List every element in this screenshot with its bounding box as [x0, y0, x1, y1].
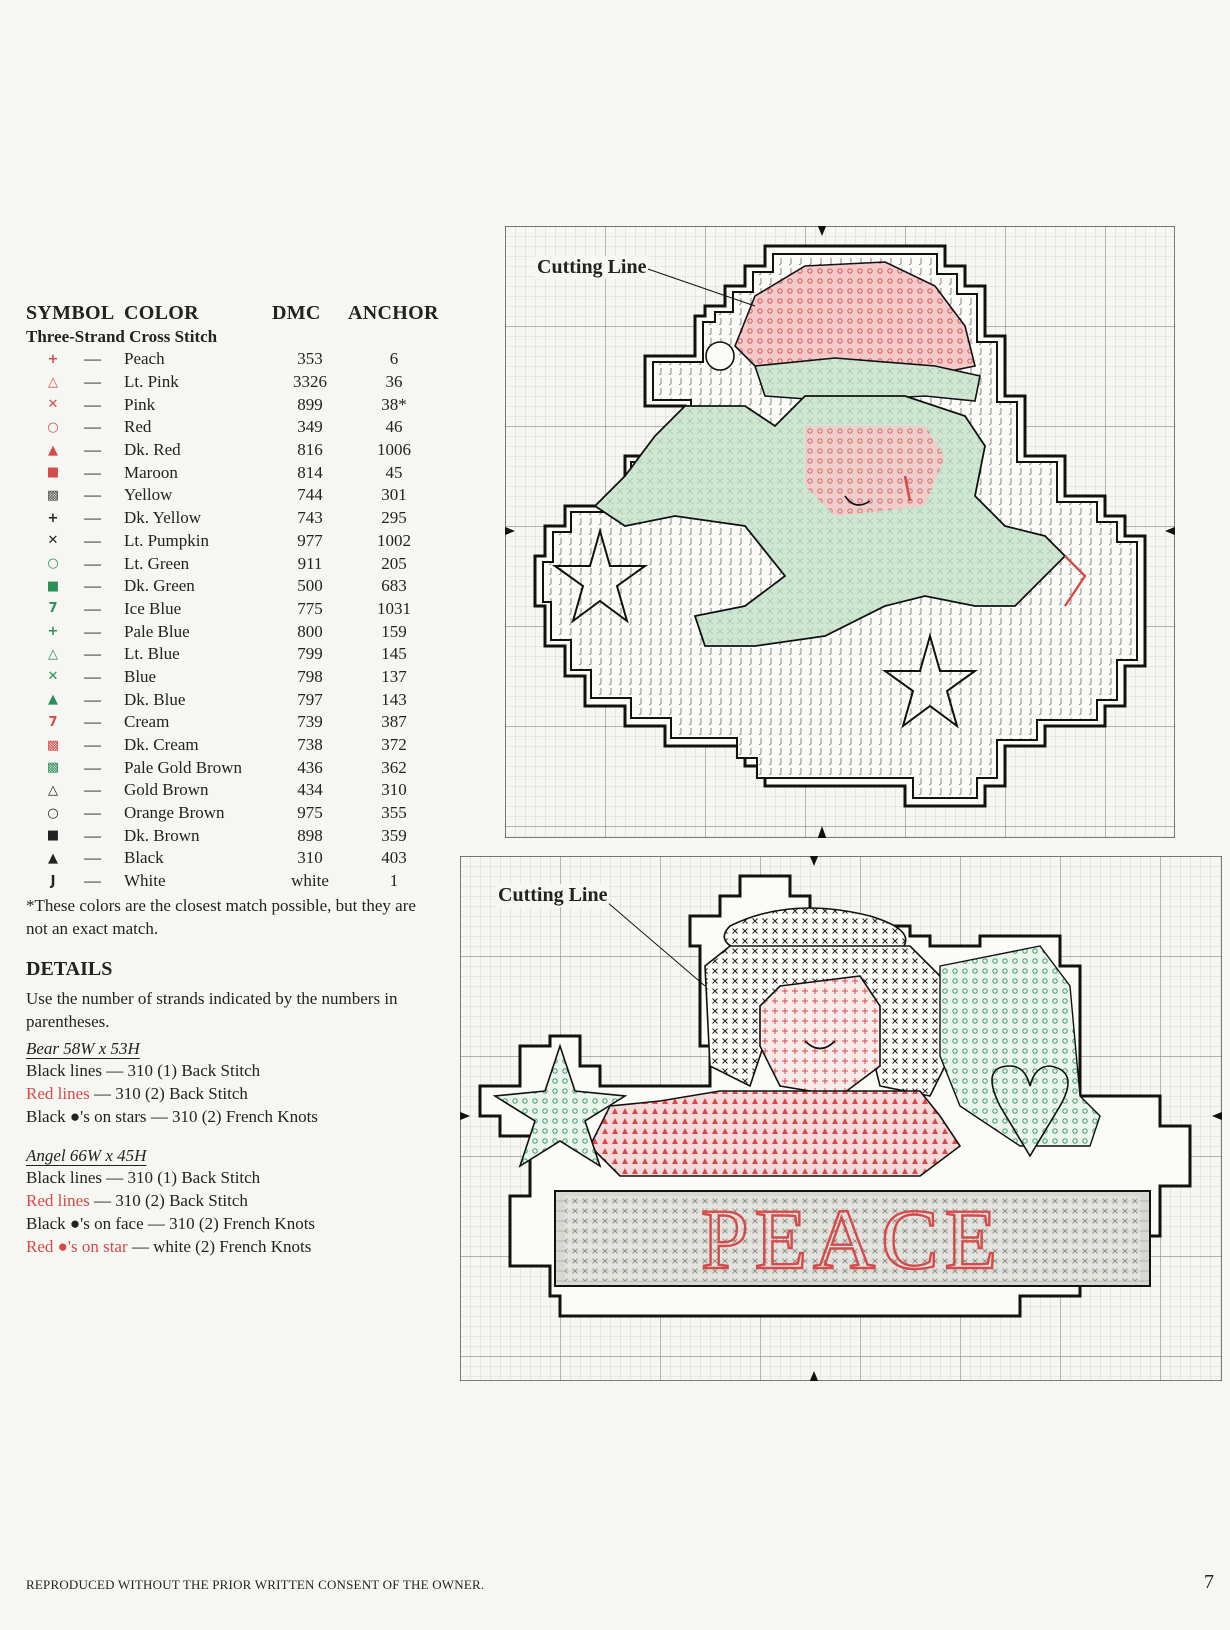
- key-row: [26, 575, 446, 598]
- angel-stitch-lines: [26, 1166, 446, 1258]
- key-row: [26, 530, 446, 553]
- key-color-name: Red: [124, 417, 152, 437]
- stitch-line: [26, 1212, 446, 1235]
- key-color-name: Orange Brown: [124, 803, 225, 823]
- key-symbol: ○: [47, 556, 59, 572]
- key-row: [26, 779, 446, 802]
- key-dmc: 739: [297, 712, 323, 732]
- key-row: [26, 371, 446, 394]
- key-color-name: Gold Brown: [124, 780, 209, 800]
- key-symbol: ■: [46, 465, 60, 481]
- key-dmc: 3326: [293, 372, 327, 392]
- footer-notice: REPRODUCED WITHOUT THE PRIOR WRITTEN CONSENT OF THE OWNER.: [26, 1577, 485, 1592]
- key-anchor: 403: [381, 848, 407, 868]
- color-key: [26, 302, 446, 1258]
- bear-chart: [505, 226, 1175, 838]
- key-dmc: 434: [297, 780, 323, 800]
- stitch-line: [26, 1235, 446, 1258]
- stitch-label: Black ●'s on face: [26, 1213, 144, 1233]
- key-dash: —: [84, 803, 101, 823]
- key-color-name: Lt. Blue: [124, 644, 180, 664]
- key-row: [26, 688, 446, 711]
- key-row: [26, 847, 446, 870]
- key-row: [26, 598, 446, 621]
- key-color-name: Lt. Pumpkin: [124, 530, 210, 550]
- key-symbol: ■: [46, 578, 60, 594]
- symbol-header: SYMBOL: [26, 302, 115, 324]
- key-dash: —: [84, 666, 101, 686]
- stitch-label: Black lines: [26, 1060, 103, 1080]
- key-anchor: 6: [389, 349, 399, 369]
- key-row: [26, 802, 446, 825]
- key-dmc: 911: [297, 553, 323, 573]
- key-color-name: Dk. Brown: [124, 825, 200, 845]
- stitch-spec: — white (2) French Knots: [127, 1236, 312, 1256]
- key-dash: —: [84, 848, 101, 868]
- key-symbol: △: [48, 374, 58, 390]
- key-color-name: Blue: [124, 666, 157, 686]
- key-color-name: Lt. Green: [124, 553, 190, 573]
- key-dash: —: [84, 689, 101, 709]
- key-color-name: Pale Blue: [124, 621, 190, 641]
- key-anchor: 387: [381, 712, 407, 732]
- key-symbol: +: [47, 510, 59, 526]
- key-symbol: ▩: [46, 487, 60, 503]
- key-row: [26, 552, 446, 575]
- key-dash: —: [84, 372, 101, 392]
- key-dash: —: [84, 825, 101, 845]
- key-dash: —: [84, 349, 101, 369]
- angel-chart: [460, 856, 1222, 1381]
- key-dmc: 310: [297, 848, 323, 868]
- key-row: [26, 620, 446, 643]
- stitch-spec: — 310 (2) French Knots: [146, 1106, 318, 1126]
- key-color-name: Lt. Pink: [124, 372, 179, 392]
- key-dash: —: [84, 871, 101, 891]
- key-dash: —: [84, 621, 101, 641]
- key-dash: —: [84, 712, 101, 732]
- key-anchor: 359: [381, 825, 407, 845]
- key-row: [26, 416, 446, 439]
- anchor-header: ANCHOR: [348, 302, 439, 324]
- key-dmc: 743: [297, 508, 323, 528]
- key-dash: —: [84, 485, 101, 505]
- key-dash: —: [84, 780, 101, 800]
- key-dmc: 775: [297, 598, 323, 618]
- key-dash: —: [84, 440, 101, 460]
- key-dash: —: [84, 417, 101, 437]
- key-color-name: Dk. Cream: [124, 735, 199, 755]
- key-color-name: White: [124, 871, 166, 891]
- key-symbol: ▩: [46, 737, 60, 753]
- key-row: [26, 348, 446, 371]
- key-anchor: 137: [381, 666, 407, 686]
- key-color-name: Ice Blue: [124, 598, 182, 618]
- stitch-spec: — 310 (1) Back Stitch: [102, 1167, 261, 1187]
- key-anchor: 46: [385, 417, 403, 437]
- key-dmc: 814: [297, 462, 323, 482]
- key-anchor: 1002: [377, 530, 411, 550]
- key-dmc: 797: [297, 689, 323, 709]
- stitch-spec: — 310 (2) Back Stitch: [89, 1190, 248, 1210]
- angel-dress: [590, 1091, 960, 1176]
- stitch-line: [26, 1166, 446, 1189]
- key-color-name: Cream: [124, 712, 170, 732]
- key-dmc: 349: [297, 417, 323, 437]
- key-symbol: ✕: [47, 669, 59, 685]
- key-dmc: white: [291, 871, 329, 891]
- key-symbol: △: [48, 646, 58, 662]
- stitch-spec: — 310 (2) French Knots: [143, 1213, 316, 1233]
- key-row: [26, 756, 446, 779]
- stitch-label: Red ●'s on star: [26, 1236, 128, 1256]
- key-color-name: Pink: [124, 394, 156, 414]
- key-symbol: ▲: [48, 692, 58, 708]
- key-dmc: 899: [297, 394, 323, 414]
- page-number: 7: [1204, 1571, 1214, 1593]
- key-anchor: 36: [385, 372, 403, 392]
- stitch-line: [26, 1082, 446, 1105]
- dmc-header: DMC: [272, 302, 321, 324]
- angel-face: [760, 976, 880, 1096]
- key-anchor: 159: [381, 621, 407, 641]
- key-dmc: 738: [297, 735, 323, 755]
- key-rows: [26, 348, 446, 893]
- key-anchor: 683: [381, 576, 407, 596]
- key-color-name: Peach: [124, 349, 165, 369]
- key-note: *These colors are the closest match possible, but they are not an exact match.: [26, 895, 416, 938]
- key-row: [26, 439, 446, 462]
- key-dmc: 500: [297, 576, 323, 596]
- key-symbol: J: [50, 873, 56, 889]
- key-dmc: 799: [297, 644, 323, 664]
- key-symbol: ▲: [48, 850, 58, 866]
- key-header: [26, 302, 446, 325]
- key-dmc: 898: [297, 825, 323, 845]
- hat-pompom: [706, 342, 734, 370]
- stitch-label: Red lines: [26, 1190, 90, 1210]
- key-anchor: 362: [381, 757, 407, 777]
- bear-title: Bear 58W x 53H: [26, 1038, 140, 1058]
- details-intro: Use the number of strands indicated by the numbers in parentheses.: [26, 988, 398, 1031]
- stitch-spec: — 310 (1) Back Stitch: [102, 1060, 261, 1080]
- key-color-name: Dk. Green: [124, 576, 195, 596]
- key-dash: —: [84, 508, 101, 528]
- angel-title: Angel 66W x 45H: [26, 1145, 147, 1165]
- key-row: [26, 461, 446, 484]
- key-dash: —: [84, 735, 101, 755]
- key-row: [26, 870, 446, 893]
- bear-chart-grid: [505, 226, 1175, 838]
- key-anchor: 1006: [377, 440, 411, 460]
- key-symbol: +: [47, 351, 59, 367]
- key-dash: —: [84, 644, 101, 664]
- key-dash: —: [84, 576, 101, 596]
- key-color-name: Dk. Yellow: [124, 508, 201, 528]
- key-anchor: 1: [389, 871, 399, 891]
- key-row: [26, 393, 446, 416]
- angel-cutting-line-label: Cutting Line: [498, 884, 608, 906]
- stitch-label: Black ●'s on stars: [26, 1106, 147, 1126]
- key-dash: —: [84, 394, 101, 414]
- key-color-name: Black: [124, 848, 164, 868]
- key-anchor: 145: [381, 644, 407, 664]
- stitch-line: [26, 1059, 446, 1082]
- key-dmc: 798: [297, 666, 323, 686]
- key-dmc: 353: [297, 349, 323, 369]
- key-row: [26, 824, 446, 847]
- key-row: [26, 666, 446, 689]
- key-row: [26, 734, 446, 757]
- key-row: [26, 484, 446, 507]
- key-color-name: Maroon: [124, 462, 178, 482]
- bear-face-pink: [805, 426, 945, 516]
- details-title: DETAILS: [26, 957, 113, 980]
- stitch-spec: — 310 (2) Back Stitch: [89, 1083, 248, 1103]
- key-symbol: 7: [48, 601, 58, 617]
- key-dash: —: [84, 757, 101, 777]
- key-color-name: Pale Gold Brown: [124, 757, 243, 777]
- key-dash: —: [84, 462, 101, 482]
- key-anchor: 295: [381, 508, 407, 528]
- key-anchor: 1031: [377, 598, 411, 618]
- key-symbol: ✕: [47, 533, 59, 549]
- key-symbol: ✕: [47, 397, 59, 413]
- key-anchor: 372: [381, 735, 407, 755]
- key-anchor: 310: [381, 780, 407, 800]
- key-color-name: Dk. Red: [124, 440, 181, 460]
- stitch-line: [26, 1189, 446, 1212]
- stitch-label: Red lines: [26, 1083, 90, 1103]
- color-header: COLOR: [124, 302, 199, 324]
- key-anchor: 45: [385, 462, 403, 482]
- key-anchor: 355: [381, 803, 407, 823]
- bear-cutting-line-label: Cutting Line: [537, 256, 647, 278]
- key-anchor: 143: [381, 689, 407, 709]
- key-symbol: △: [48, 782, 58, 798]
- key-dmc: 744: [297, 485, 323, 505]
- key-dash: —: [84, 553, 101, 573]
- key-color-name: Dk. Blue: [124, 689, 186, 709]
- key-subheader: Three-Strand Cross Stitch: [26, 327, 218, 346]
- key-symbol: ▩: [46, 760, 60, 776]
- peace-text: PEACE: [700, 1191, 1004, 1287]
- key-dash: —: [84, 598, 101, 618]
- key-symbol: +: [47, 624, 59, 640]
- key-symbol: ○: [47, 419, 59, 435]
- key-row: [26, 711, 446, 734]
- key-symbol: 7: [48, 714, 58, 730]
- key-anchor: 205: [381, 553, 407, 573]
- key-color-name: Yellow: [124, 485, 173, 505]
- key-dmc: 800: [297, 621, 323, 641]
- key-dmc: 816: [297, 440, 323, 460]
- key-symbol: ■: [46, 828, 60, 844]
- key-symbol: ○: [47, 805, 59, 821]
- key-row: [26, 507, 446, 530]
- stitch-label: Black lines: [26, 1167, 103, 1187]
- key-row: [26, 643, 446, 666]
- key-anchor: 301: [381, 485, 407, 505]
- stitch-line: [26, 1105, 446, 1128]
- key-dash: —: [84, 530, 101, 550]
- key-anchor: 38*: [381, 394, 407, 414]
- key-dmc: 977: [297, 530, 323, 550]
- key-dmc: 975: [297, 803, 323, 823]
- key-symbol: ▲: [48, 442, 58, 458]
- key-dmc: 436: [297, 757, 323, 777]
- angel-chart-grid: [460, 856, 1222, 1381]
- bear-stitch-lines: [26, 1059, 446, 1128]
